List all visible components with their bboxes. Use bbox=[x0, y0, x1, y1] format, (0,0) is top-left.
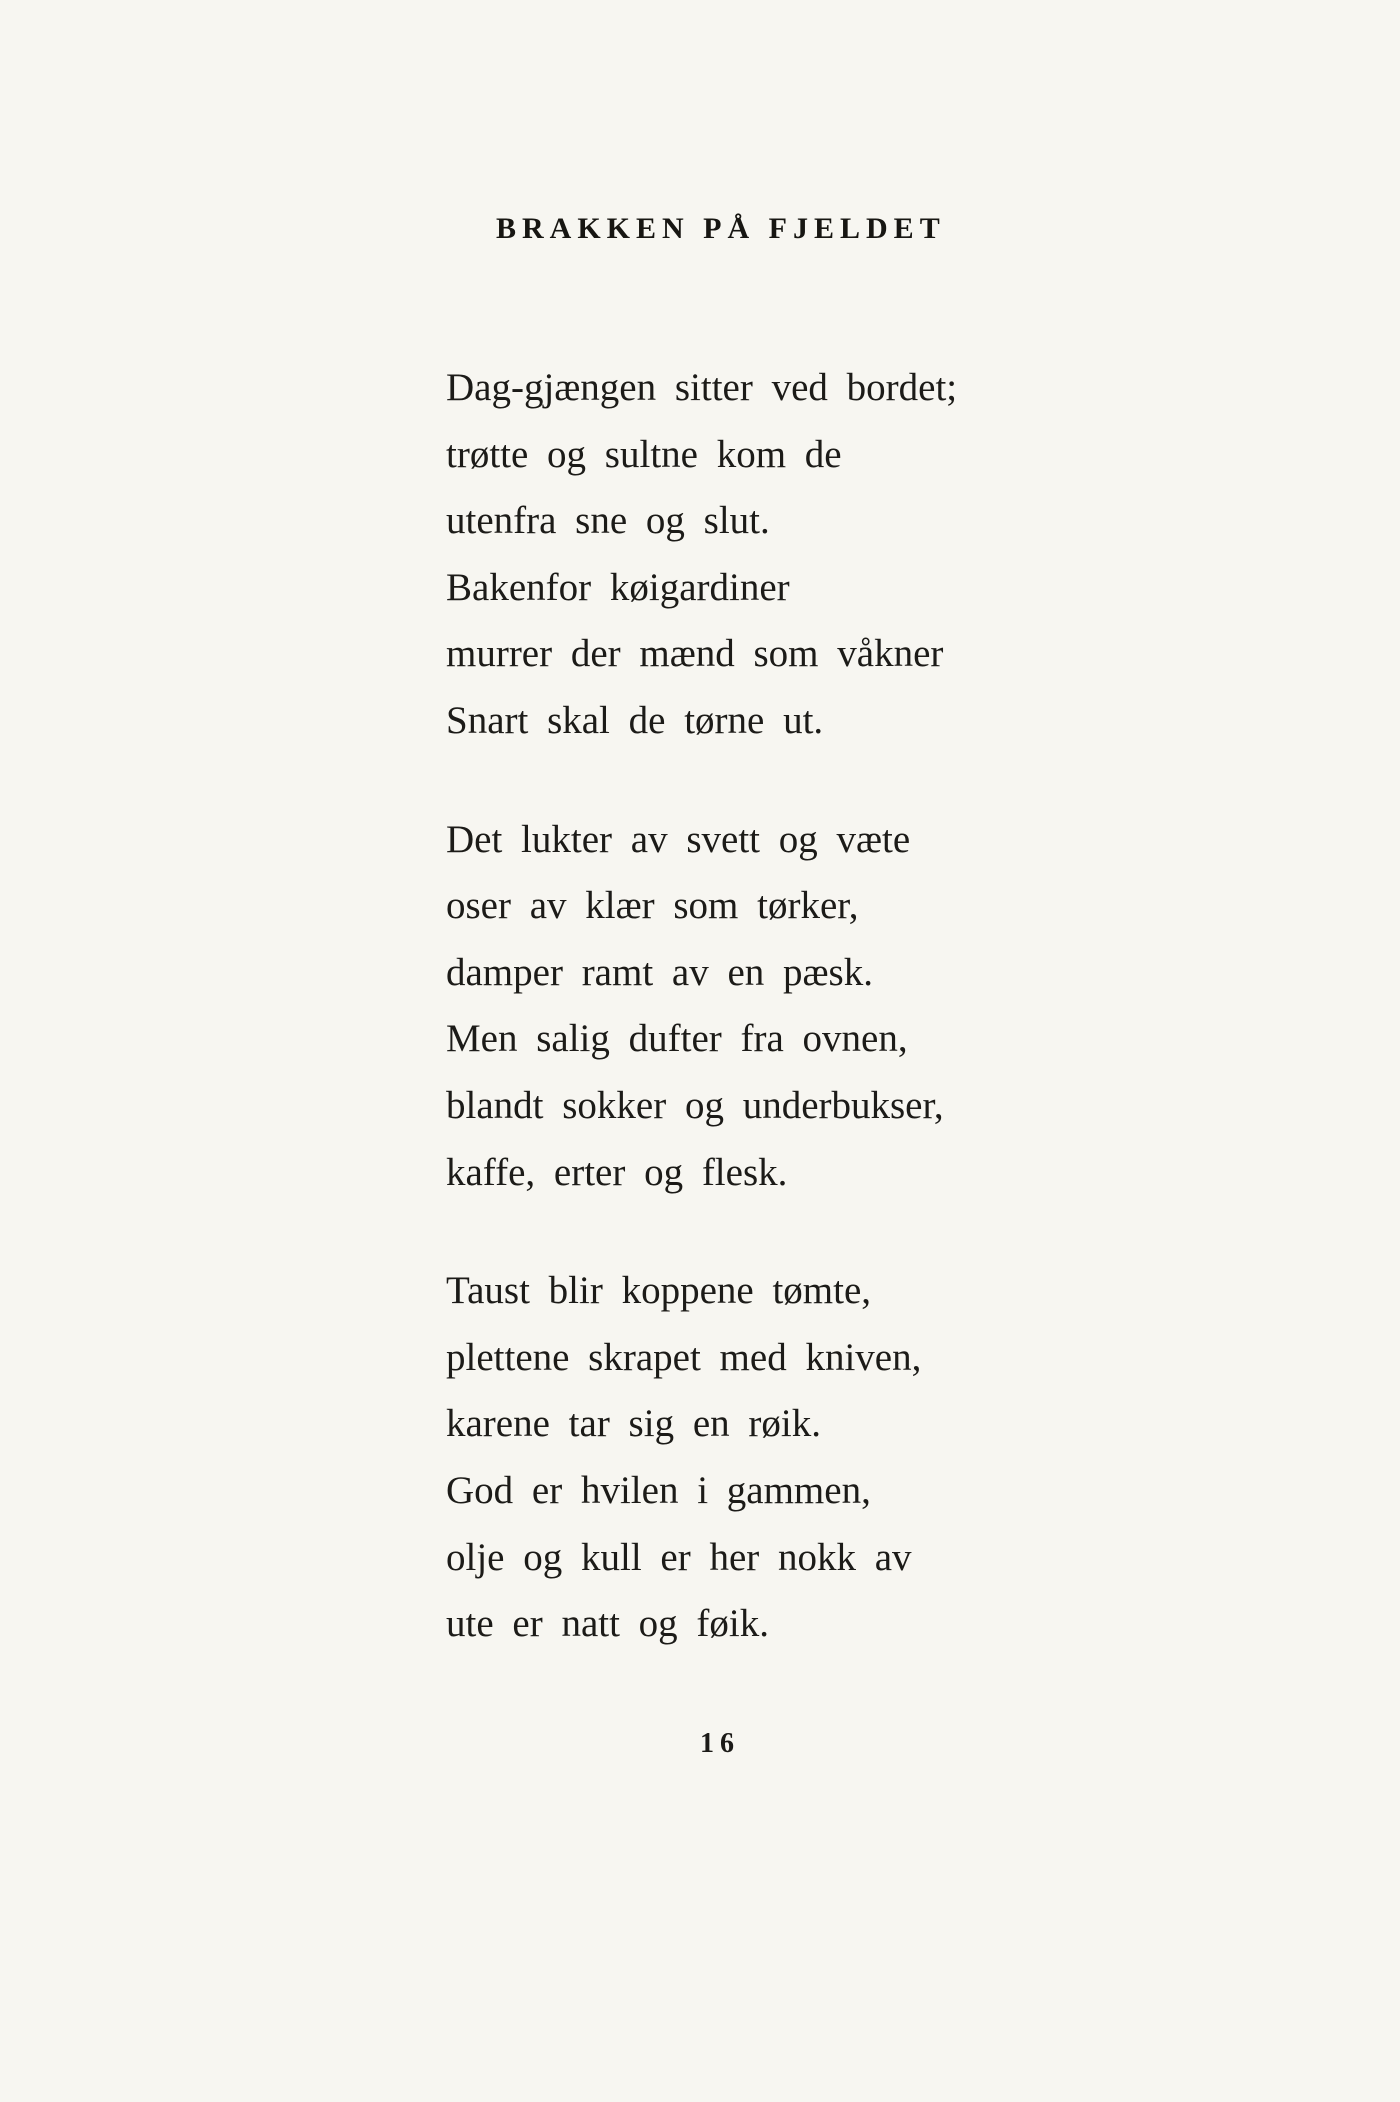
poem-line: plettene skrapet med kniven, bbox=[446, 1335, 922, 1379]
poem-line: murrer der mænd som våkner bbox=[446, 632, 944, 676]
poem-line: oser av klær som tørker, bbox=[446, 884, 859, 928]
stanza-3 bbox=[446, 1258, 1146, 1658]
page-number: 16 bbox=[700, 1728, 740, 1759]
stanza-2 bbox=[446, 807, 1146, 1207]
poem-line: blandt sokker og underbukser, bbox=[446, 1083, 944, 1127]
poem-line: Taust blir koppene tømte, bbox=[446, 1269, 872, 1313]
poem-line: utenfra sne og slut. bbox=[446, 499, 770, 543]
poem-line: trøtte og sultne kom de bbox=[446, 432, 842, 476]
poem-line: karene tar sig en røik. bbox=[446, 1402, 821, 1446]
poem-line: Snart skal de tørne ut. bbox=[446, 698, 824, 742]
poem-line: kaffe, erter og flesk. bbox=[446, 1150, 788, 1194]
poem-line: Dag-gjængen sitter ved bordet; bbox=[446, 366, 958, 409]
poem-line: damper ramt av en pæsk. bbox=[446, 950, 873, 994]
poem-line: Det lukter av svett og væte bbox=[446, 817, 911, 861]
poem-body bbox=[446, 355, 1146, 1710]
poem-line: God er hvilen i gammen, bbox=[446, 1468, 871, 1512]
poem-line: Bakenfor køigardiner bbox=[446, 565, 790, 609]
poem-line: olje og kull er her nokk av bbox=[446, 1535, 912, 1579]
poem-line: Men salig dufter fra ovnen, bbox=[446, 1017, 908, 1061]
stanza-1 bbox=[446, 355, 1146, 755]
poem-title: BRAKKEN PÅ FJELDET bbox=[496, 212, 946, 245]
poem-line: ute er natt og føik. bbox=[446, 1602, 769, 1646]
